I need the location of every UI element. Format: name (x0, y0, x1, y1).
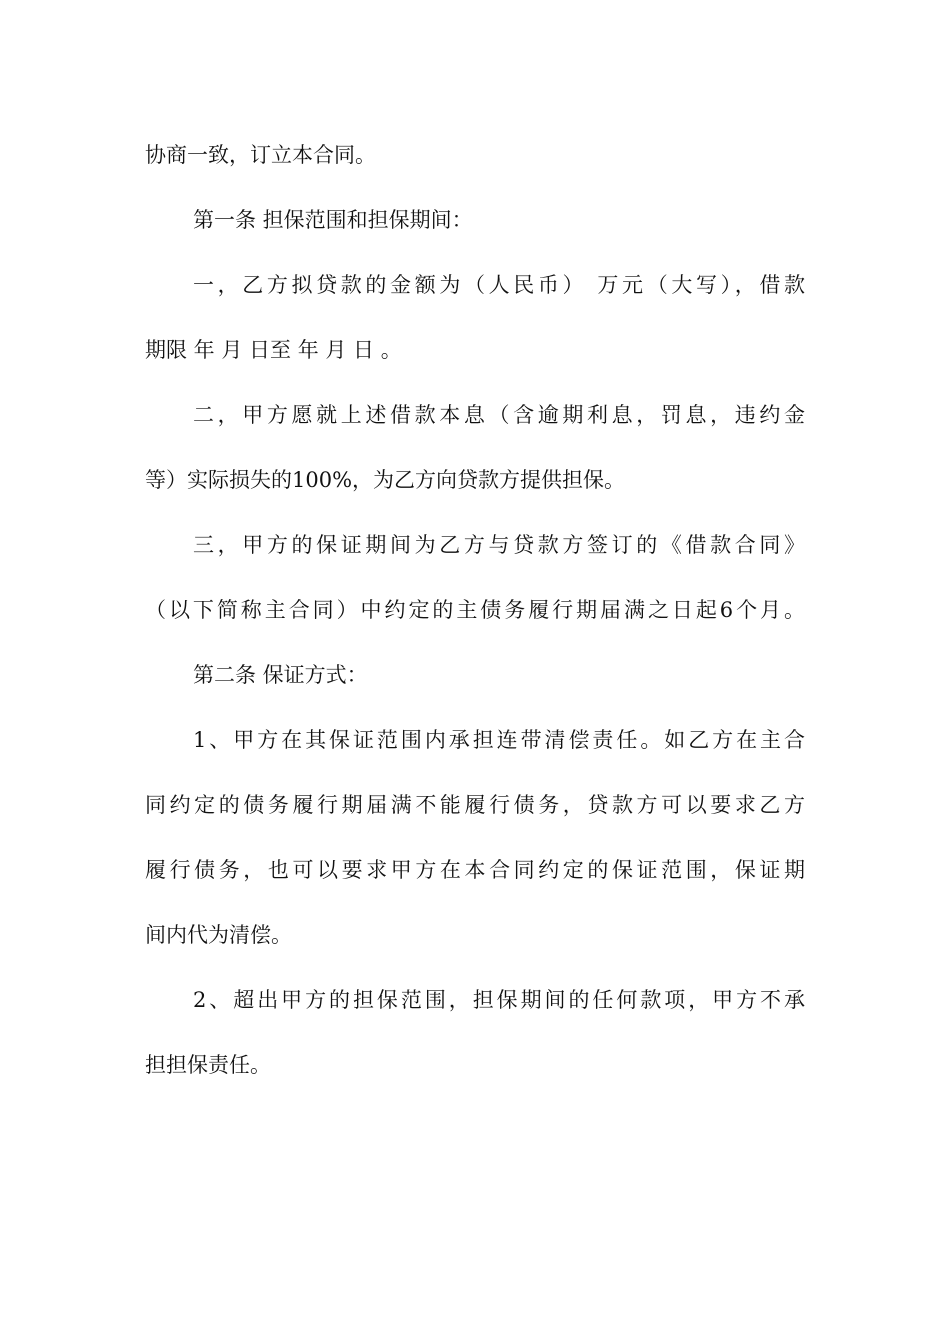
article-heading: 第一条 担保范围和担保期间： (193, 208, 473, 232)
text-line: （以下简称主合同）中约定的主债务履行期届满之日起6个月。 (145, 598, 805, 622)
text-line: 协商一致，订立本合同。 (145, 143, 376, 167)
text-line: 等）实际损失的100%，为乙方向贷款方提供担保。 (145, 468, 626, 492)
text-line: 履行债务，也可以要求甲方在本合同约定的保证范围，保证期 (145, 858, 805, 882)
text-line: 2、超出甲方的担保范围，担保期间的任何款项，甲方不承 (193, 988, 805, 1012)
text-line: 期限 年 月 日至 年 月 日 。 (145, 338, 402, 362)
text-line: 担担保责任。 (145, 1053, 271, 1077)
text-line: 间内代为清偿。 (145, 923, 292, 947)
text-line: 三，甲方的保证期间为乙方与贷款方签订的《借款合同》 (193, 533, 805, 557)
text-line: 一，乙方拟贷款的金额为（人民币） 万元（大写），借款 (193, 273, 805, 297)
contract-text-block (145, 130, 805, 1105)
text-line: 二，甲方愿就上述借款本息（含逾期利息，罚息，违约金 (193, 403, 805, 427)
text-line: 同约定的债务履行期届满不能履行债务，贷款方可以要求乙方 (145, 793, 805, 817)
text-line: 1、甲方在其保证范围内承担连带清偿责任。如乙方在主合 (193, 728, 805, 752)
article-heading: 第二条 保证方式： (193, 663, 368, 687)
